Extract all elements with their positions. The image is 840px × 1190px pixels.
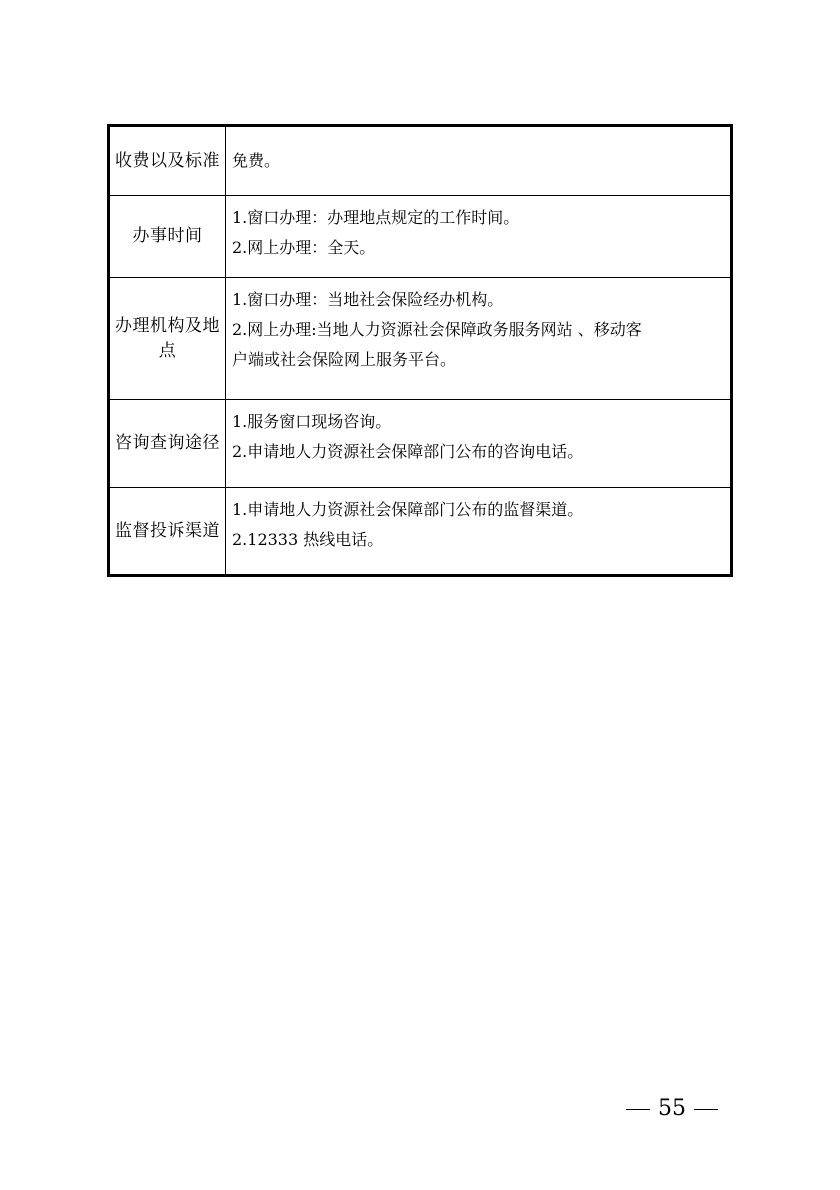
row-label: 咨询查询途径 — [115, 433, 220, 453]
content-line: 免费。 — [232, 151, 281, 170]
row-label-cell — [109, 488, 226, 576]
content-line: 1.申请地人力资源社会保障部门公布的监督渠道。 — [232, 500, 584, 519]
content-line: 1.窗口办理：办理地点规定的工作时间。 — [232, 208, 520, 227]
left-dash — [626, 1109, 650, 1110]
content-line: 2.12333 热线电话。 — [232, 530, 384, 549]
right-dash — [694, 1109, 718, 1110]
row-content-cell — [226, 196, 732, 278]
row-label: 收费以及标准 — [115, 150, 220, 171]
row-content-cell — [226, 126, 732, 196]
table-row-agency — [109, 278, 732, 400]
row-label: 办事时间 — [132, 226, 203, 246]
content-line: 2.网上办理：全天。 — [232, 238, 376, 257]
row-label-cell — [109, 196, 226, 278]
row-label-cell — [109, 400, 226, 488]
service-info-table — [107, 124, 733, 577]
content-line: 户端或社会保险网上服务平台。 — [232, 350, 457, 369]
row-label-cell — [109, 126, 226, 196]
row-label: 办理机构及地点 — [115, 315, 220, 361]
content-line: 2.网上办理:当地人力资源社会保障政务服务网站 、移动客 — [232, 320, 642, 339]
row-content-cell — [226, 400, 732, 488]
content-line: 1.窗口办理：当地社会保险经办机构。 — [232, 290, 504, 309]
table-row-fee — [109, 126, 732, 196]
page-number: 55 — [658, 1096, 686, 1121]
table-row-consultation — [109, 400, 732, 488]
page-number-footer — [618, 1095, 726, 1123]
content-line: 1.服务窗口现场咨询。 — [232, 412, 392, 431]
row-content-cell — [226, 278, 732, 400]
content-line: 2.申请地人力资源社会保障部门公布的咨询电话。 — [232, 442, 584, 461]
row-label: 监督投诉渠道 — [115, 520, 220, 541]
table-row-complaints — [109, 488, 732, 576]
table-row-hours — [109, 196, 732, 278]
row-content-cell — [226, 488, 732, 576]
row-label-cell — [109, 278, 226, 400]
